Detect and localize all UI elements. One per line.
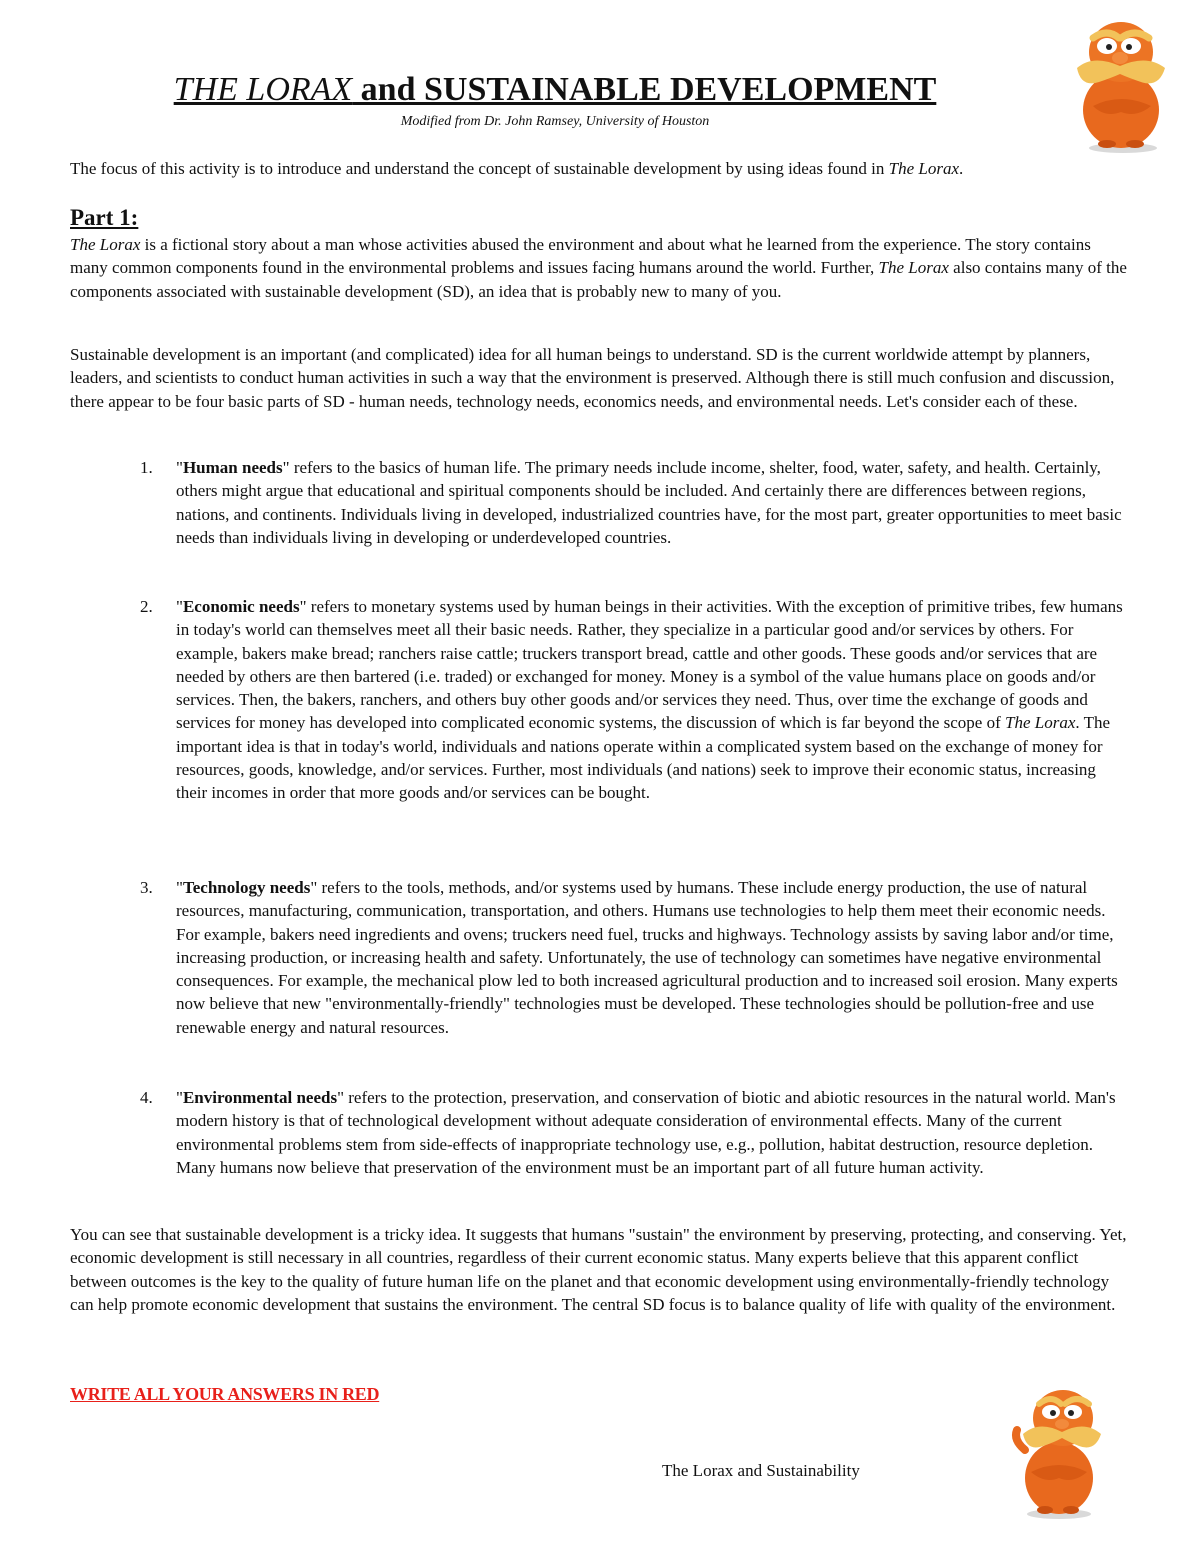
open-quote: " xyxy=(176,878,183,897)
intro-book-title: The Lorax xyxy=(888,159,960,178)
list-number: 2. xyxy=(140,597,153,616)
list-item-economic-needs xyxy=(140,595,1130,805)
list-number: 1. xyxy=(140,458,153,477)
red-instruction: WRITE ALL YOUR ANSWERS IN RED xyxy=(70,1384,380,1404)
need-description: " refers to monetary systems used by human beings in their activities. With the exception of primitive tribes, few humans in today's world can themselves meet all their basic needs. Rather, they specialize in a particular good and/or services by others. For example, bakers make bread; ranchers raise cattle; truckers transport bread, cattle and other goods. These goods and/or services that are needed by others are then bartered (i.e. traded) or exchanged for money. Money is a symbol of the value humans place on goods and/or services. Then, the bakers, ranchers, and others buy other goods and/or services they need. Thus, over time the exchange of goods and services for money has developed into complicated economic systems, the discussion of which is far beyond the scope of xyxy=(176,597,1123,733)
lorax-illustration-top xyxy=(1062,12,1184,154)
intro-paragraph xyxy=(70,157,1140,180)
open-quote: " xyxy=(176,458,183,477)
need-description: " refers to the protection, preservation, and conservation of biotic and abiotic resources in the natural world. Man's modern history is that of technological development without adequate consideration of environmental effects. Many of the current environmental problems stem from side-effects of inappropriate technology use, e.g., pollution, habitat destruction, resource depletion. Many humans now believe that preservation of the environment must be an important part of all future human activity. xyxy=(176,1088,1116,1177)
page-title xyxy=(70,70,1040,110)
part1-paragraph-1 xyxy=(70,233,1130,303)
open-quote: " xyxy=(176,597,183,616)
list-number: 4. xyxy=(140,1088,153,1107)
need-description-continued: . The important idea is that in today's world, individuals and nations operate within a complicated system based on the exchange of money for resources, goods, knowledge, and/or services. Further, most individuals (and nations) seek to improve their economic status, increasing their incomes in order that more goods and/or services can be bought. xyxy=(176,713,1111,803)
need-term: Technology needs xyxy=(182,878,311,897)
need-term: Human needs xyxy=(182,458,283,477)
list-item-technology-needs xyxy=(140,876,1130,1039)
need-term: Environmental needs xyxy=(182,1088,338,1107)
intro-end: . xyxy=(959,159,964,178)
need-description: " refers to the basics of human life. The primary needs include income, shelter, food, water, safety, and health. Certainly, others might argue that educational and spiritual components should be included. And certainly there are differences between regions, nations, and continents. Individuals living in developed, industrialized countries have, for the most part, greater opportunities to meet basic needs than individuals living in developing or underdeveloped countries. xyxy=(176,458,1122,547)
book-title: The Lorax xyxy=(70,235,141,254)
lorax-illustration-bottom xyxy=(1003,1380,1113,1520)
page-subtitle: Modified from Dr. John Ramsey, University of Houston xyxy=(400,114,710,129)
part-1-heading: Part 1: xyxy=(70,205,139,230)
paragraph-text: also contains many of the components associated with sustainable development (SD), an idea that is probably new to many of you. xyxy=(70,258,1127,301)
page-footer: The Lorax and Sustainability xyxy=(662,1461,860,1480)
book-title: The Lorax xyxy=(878,258,949,278)
part1-paragraph-2: Sustainable development is an important (and complicated) idea for all human beings to understand. SD is the current worldwide attempt by planners, leaders, and scientists to conduct human activities in such a way that the environment is preserved. Although there is still much confusion and discussion, there appear to be four basic parts of SD - human needs, technology needs, economics needs, and environmental needs. Let's consider each of these. xyxy=(70,345,1115,411)
need-term: Economic needs xyxy=(182,597,300,616)
title-italic: THE LORAX xyxy=(173,71,353,108)
book-title: The Lorax xyxy=(1005,713,1076,733)
paragraph-text: is a fictional story about a man whose activities abused the environment and about what he learned from the experience. The story contains many common components found in the environmental problems and issues facing humans around the world. Further, xyxy=(70,235,1091,278)
list-item-human-needs xyxy=(140,456,1130,549)
title-rest: and SUSTAINABLE DEVELOPMENT xyxy=(352,71,937,108)
list-item-environmental-needs xyxy=(140,1086,1130,1179)
list-number: 3. xyxy=(140,878,153,897)
need-description: " refers to the tools, methods, and/or systems used by humans. These include energy production, the use of natural resources, manufacturing, communication, transportation, and others. Humans use technologies to help them meet their economic needs. For example, bakers need ingredients and ovens; truckers need fuel, trucks and highways. Technology assists by saving labor and/or time, increasing production, or increasing health and safety. Unfortunately, the use of technology can sometimes have negative environmental consequences. For example, the mechanical plow led to both increased agricultural production and to increased soil erosion. Many experts now believe that new "environmentally-friendly" technologies must be developed. These technologies should be pollution-free and use renewable energy and natural resources. xyxy=(176,878,1118,1037)
open-quote: " xyxy=(176,1088,183,1107)
part1-paragraph-3: You can see that sustainable development is a tricky idea. It suggests that humans "sustain" the environment by preserving, protecting, and conserving. Yet, economic development is still necessary in all countries, regardless of their current economic status. Many experts believe that this apparent conflict between outcomes is the key to the quality of future human life on the planet and that economic development using environmentally-friendly technology can help promote economic development that sustains the environment. The central SD focus is to balance quality of life with quality of the environment. xyxy=(70,1225,1127,1314)
intro-text: The focus of this activity is to introduce and understand the concept of sustainable development by using ideas found in xyxy=(70,159,889,178)
